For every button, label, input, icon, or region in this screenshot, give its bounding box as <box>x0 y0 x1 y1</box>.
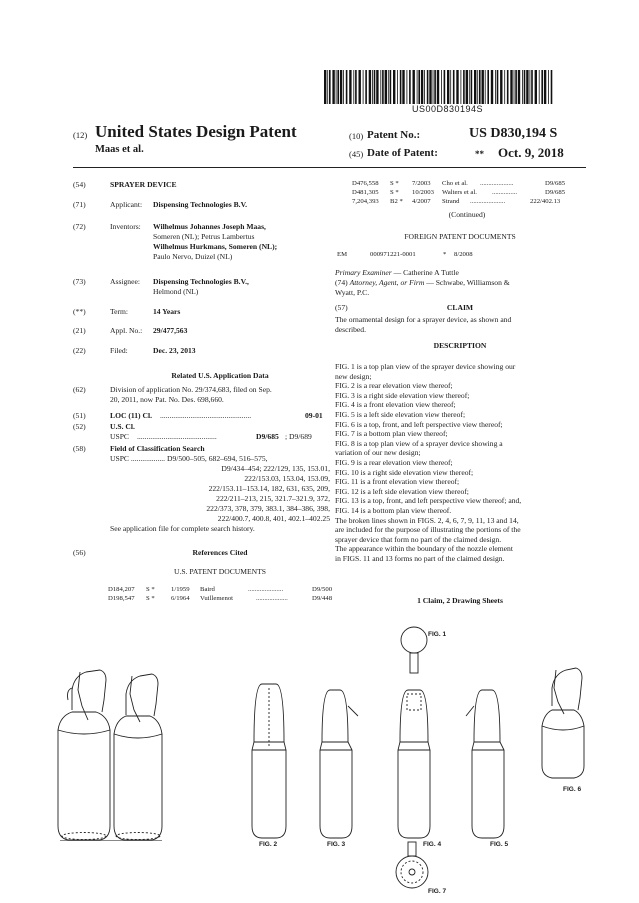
barcode-bar <box>365 70 367 104</box>
field-line: 222/153.11–153.14, 182, 631, 635, 209, <box>208 484 330 493</box>
barcode-bar <box>548 70 549 104</box>
applicant-label: Applicant: <box>110 200 143 209</box>
bottle-perspective-left-b <box>114 674 162 840</box>
barcode-bar <box>369 70 371 104</box>
c22: (22) <box>73 346 86 355</box>
barcode-bar <box>397 70 398 104</box>
filed-value: Dec. 23, 2013 <box>153 346 196 355</box>
loc-label: LOC (11) Cl. <box>110 411 152 420</box>
barcode-bar <box>504 70 505 104</box>
barcode-bar <box>515 70 517 104</box>
reference-row <box>352 198 561 206</box>
c56: (56) <box>73 548 86 557</box>
c57: (57) <box>335 303 348 312</box>
barcode-bar <box>514 70 515 104</box>
description-line: FIG. 5 is a left side elevation view thereof; <box>335 409 466 419</box>
barcode-bar <box>441 70 442 104</box>
loc-value: 09-01 <box>305 411 323 420</box>
barcode-bar <box>450 70 451 104</box>
barcode-bar <box>429 70 431 104</box>
barcode-bar <box>539 70 540 104</box>
foreign-date: 8/2008 <box>454 251 473 258</box>
reference-row <box>108 595 333 603</box>
bottle-perspective-left-a <box>58 670 110 840</box>
c73: (73) <box>73 277 86 286</box>
ref-name: Walters et al. <box>442 189 477 196</box>
appl-label: Appl. No.: <box>110 326 143 335</box>
description-line: FIG. 12 is a left side elevation view thereof; <box>335 486 469 496</box>
barcode-bar <box>336 70 337 104</box>
barcode-bar <box>434 70 436 104</box>
fig4-drawing <box>398 690 430 838</box>
barcode-bar <box>497 70 499 104</box>
barcode-bar <box>340 70 342 104</box>
examiner <box>335 268 459 278</box>
ref-num: D184,207 <box>108 586 135 593</box>
barcode-bar <box>413 70 415 104</box>
ref-num: D481,305 <box>352 189 379 196</box>
ref-dots: ..................... <box>470 198 506 205</box>
field-line: 222/211–213, 215, 321.7–321.9, 372, <box>216 494 330 503</box>
description-line: FIG. 11 is a front elevation view thereof; <box>335 477 460 487</box>
description-line: FIG. 10 is a right side elevation view thereof; <box>335 467 474 477</box>
attorney-line: — Schwabe, Williamson & <box>424 278 510 287</box>
patent-no-code: (10) <box>349 131 364 141</box>
description-line: sprayer device that form no part of the claimed design. <box>335 534 502 544</box>
ref-date: 6/1964 <box>171 595 190 602</box>
barcode-bar <box>477 70 478 104</box>
inventors-short: Maas et al. <box>95 144 144 155</box>
barcode-bar <box>400 70 402 104</box>
ref-class: D9/685 <box>545 189 566 196</box>
barcode-bar <box>524 70 526 104</box>
claim-line: The ornamental design for a sprayer device, as shown and <box>335 315 512 324</box>
c51: (51) <box>73 411 86 420</box>
barcode-bar <box>531 70 533 104</box>
refs-title: References Cited <box>192 548 248 557</box>
patent-no-value: US D830,194 S <box>469 126 558 141</box>
description-line: in FIGS. 11 and 13 forms no part of the claimed design. <box>335 553 505 563</box>
description-line: The appearance within the boundary of the nozzle element <box>335 544 513 554</box>
barcode-bar <box>402 70 404 104</box>
c62: (62) <box>73 385 86 394</box>
barcode-bar <box>393 70 395 104</box>
barcode-bar <box>463 70 465 104</box>
foreign-star: * <box>443 251 447 258</box>
barcode-bar <box>491 70 493 104</box>
inventor-line: Wilhelmus Johannes Joseph Maas, <box>153 222 266 231</box>
related-title: Related U.S. Application Data <box>171 371 269 380</box>
ref-name: Cho et al. <box>442 180 468 187</box>
c58: (58) <box>73 444 86 453</box>
barcode-bar <box>417 70 418 104</box>
barcode-bar <box>374 70 376 104</box>
barcode-bar <box>530 70 531 104</box>
fig5-label: FIG. 5 <box>490 841 509 848</box>
c21: (21) <box>73 326 86 335</box>
examiner-value: — Catherine A Tuttle <box>391 268 459 277</box>
patent-no-label: Patent No.: <box>367 129 421 141</box>
barcode-bar <box>433 70 434 104</box>
ref-name: Vuillemenot <box>200 595 234 602</box>
foreign-country: EM <box>337 251 348 258</box>
barcode-bar <box>437 70 439 104</box>
header-rule <box>73 167 586 168</box>
description-line: FIG. 7 is a bottom plan view thereof; <box>335 429 448 439</box>
barcode-bar <box>424 70 425 104</box>
barcode-bar <box>329 70 331 104</box>
barcode-bar <box>469 70 470 104</box>
ref-num: 7,204,393 <box>352 198 379 205</box>
division-line: 20, 2011, now Pat. No. Des. 698,660. <box>110 395 224 404</box>
ref-class: D9/500 <box>312 586 333 593</box>
barcode-bar <box>444 70 446 104</box>
claim-title: CLAIM <box>446 303 474 312</box>
barcode-bar <box>407 70 408 104</box>
barcode-bar <box>551 70 553 104</box>
fig3-label: FIG. 3 <box>327 841 346 848</box>
assignee-line: Dispensing Technologies B.V., <box>153 277 249 286</box>
ref-dots: ................... <box>256 595 288 602</box>
ref-class: 222/402.13 <box>530 198 561 205</box>
title-field: SPRAYER DEVICE <box>110 180 177 189</box>
foreign-num: 000971221-0001 <box>370 251 416 258</box>
description-title: DESCRIPTION <box>433 341 487 350</box>
barcode-bar <box>337 70 339 104</box>
barcode-bar <box>518 70 520 104</box>
description-line: FIG. 6 is a top, front, and left perspective view thereof; <box>335 419 503 429</box>
barcode-bar <box>332 70 334 104</box>
barcode-bar <box>346 70 348 104</box>
barcode-bar <box>487 70 489 104</box>
barcode-bar <box>427 70 429 104</box>
barcode-bar <box>507 70 509 104</box>
fig4-label: FIG. 4 <box>423 841 442 848</box>
inventor-line: Someren (NL); Petrus Lambertus <box>153 232 255 241</box>
barcode-bar <box>388 70 389 104</box>
barcode-bar <box>363 70 364 104</box>
barcode-bar <box>359 70 361 104</box>
drawings <box>0 612 639 903</box>
description-line: FIG. 4 is a front elevation view thereof; <box>335 400 456 410</box>
description-line: FIG. 1 is a top plan view of the sprayer device showing our <box>335 362 516 371</box>
barcode-bar <box>327 70 328 104</box>
kind-code: (12) <box>73 130 88 140</box>
barcode-bar <box>390 70 392 104</box>
continued: (Continued) <box>448 210 486 219</box>
description-line: variation of our new design; <box>335 448 421 458</box>
date-label: Date of Patent: <box>367 147 438 159</box>
ref-date: 7/2003 <box>412 180 431 187</box>
c74: (74) <box>335 278 348 287</box>
ref-num: D198,547 <box>108 595 135 602</box>
barcode-bar <box>544 70 546 104</box>
ref-date: 10/2003 <box>412 189 434 196</box>
barcode-bar <box>353 70 354 104</box>
barcode-bar <box>418 70 420 104</box>
c52: (52) <box>73 422 86 431</box>
barcode-bar <box>510 70 512 104</box>
field-line: USPC .................. D9/500–505, 682–694, 516–575, <box>110 454 268 463</box>
description-line: FIG. 8 is a top plan view of a sprayer device showing a <box>335 438 503 448</box>
date-value: Oct. 9, 2018 <box>498 145 564 160</box>
assignee-label: Assignee: <box>110 277 140 286</box>
reference-row <box>108 586 333 594</box>
barcode-bar <box>382 70 384 104</box>
ref-kind: S * <box>146 586 155 593</box>
ref-num: D476,558 <box>352 180 379 187</box>
claims-sheets: 1 Claim, 2 Drawing Sheets <box>417 596 503 605</box>
description-line: FIG. 2 is a rear elevation view thereof; <box>335 381 453 391</box>
applicant: Dispensing Technologies B.V. <box>153 200 247 209</box>
fig6-drawing <box>542 668 584 778</box>
barcode-bar <box>349 70 351 104</box>
reference-row <box>352 180 566 188</box>
patent-title: United States Design Patent <box>95 122 297 141</box>
barcode-bar <box>471 70 473 104</box>
field-line: 222/153.03, 153.04, 153.09, <box>244 474 330 483</box>
ref-date: 1/1959 <box>171 586 190 593</box>
barcode-bar <box>409 70 411 104</box>
description-body <box>335 362 587 563</box>
description-line: FIG. 14 is a bottom plan view thereof. <box>335 505 452 515</box>
barcode-number: US00D830194S <box>412 104 484 114</box>
foreign-title: FOREIGN PATENT DOCUMENTS <box>404 232 516 241</box>
inventors-label: Inventors: <box>110 222 141 231</box>
assignee-line: Helmond (NL) <box>153 287 199 296</box>
fig1-label: FIG. 1 <box>428 631 447 638</box>
fig6-label: FIG. 6 <box>563 786 582 793</box>
barcode-bar <box>466 70 468 104</box>
fig2-label: FIG. 2 <box>259 841 278 848</box>
barcode-bar <box>456 70 458 104</box>
attorney-line: Wyatt, P.C. <box>335 288 370 297</box>
ref-name: Strand <box>442 198 460 205</box>
barcode-bar <box>526 70 528 104</box>
date-code: (45) <box>349 149 364 159</box>
ref-date: 4/2007 <box>412 198 431 205</box>
barcode-bar <box>541 70 543 104</box>
barcode-bar <box>482 70 484 104</box>
uspc-value: D9/685 <box>256 432 279 441</box>
barcode-bar <box>421 70 423 104</box>
barcode-bar <box>495 70 496 104</box>
fig2-drawing <box>252 684 286 838</box>
description-line: FIG. 9 is a rear elevation view thereof; <box>335 457 453 467</box>
barcode-bar <box>500 70 502 104</box>
ref-dots: ............... <box>492 189 518 196</box>
ref-dots: .................... <box>480 180 514 187</box>
attorney <box>335 278 510 288</box>
examiner-label: Primary Examiner <box>335 268 392 277</box>
inventor-line: Paulo Nervo, Duizel (NL) <box>153 252 233 261</box>
fig3-drawing <box>320 690 358 838</box>
barcode-bar <box>355 70 357 104</box>
ref-kind: S * <box>390 180 399 187</box>
inventor-line: Wilhelmus Hurkmans, Someren (NL); <box>153 242 278 251</box>
uspc-extra: ; D9/689 <box>285 432 312 441</box>
claim-line: described. <box>335 325 366 334</box>
barcode-bar <box>522 70 523 104</box>
attorney-label: Attorney, Agent, or Firm <box>349 278 425 287</box>
appl-value: 29/477,563 <box>153 326 188 335</box>
description-line: are included for the purpose of illustrating the portions of the <box>335 525 521 535</box>
barcode-bar <box>535 70 537 104</box>
ref-kind: S * <box>390 189 399 196</box>
c72: (72) <box>73 222 86 231</box>
ref-class: D9/448 <box>312 595 333 602</box>
c71: (71) <box>73 200 86 209</box>
uscl-label: U.S. Cl. <box>110 422 135 431</box>
barcode-bar <box>380 70 381 104</box>
field-label: Field of Classification Search <box>110 444 205 453</box>
barcode-bar <box>372 70 373 104</box>
c54: (54) <box>73 180 86 189</box>
fig7-label: FIG. 7 <box>428 888 447 895</box>
uspc-dots: .......................................... <box>137 432 217 441</box>
term-value: 14 Years <box>153 307 181 316</box>
foreign-row <box>337 251 473 259</box>
loc-dots: ................................................ <box>160 411 252 420</box>
ref-name: Baird <box>200 586 215 593</box>
description-line: new design; <box>335 371 372 381</box>
fig1-drawing <box>401 627 427 673</box>
division-line: Division of application No. 29/374,683, filed on Sep. <box>110 385 272 394</box>
field-line: D9/434–454; 222/129, 135, 153.01, <box>221 464 330 473</box>
fig5-drawing <box>466 690 504 838</box>
field-line: 222/400.7, 400.8, 401, 402.1–402.25 <box>217 514 330 523</box>
barcode-bar <box>343 70 344 104</box>
barcode-bar <box>385 70 387 104</box>
description-line: FIG. 3 is a right side elevation view thereof; <box>335 390 470 400</box>
ref-dots: ..................... <box>248 586 284 593</box>
us-docs-title: U.S. PATENT DOCUMENTS <box>174 567 266 576</box>
ref-kind: B2 * <box>390 198 403 205</box>
description-line: The broken lines shown in FIGS. 2, 4, 6, 7, 9, 11, 13 and 14, <box>335 515 519 525</box>
barcode-bar <box>474 70 476 104</box>
uspc-label: USPC <box>110 432 129 441</box>
barcode-bar <box>461 70 462 104</box>
field-line: 222/373, 378, 379, 383.1, 384–386, 398, <box>206 504 330 513</box>
term-label: Term: <box>110 307 129 316</box>
barcode <box>324 70 556 104</box>
ref-class: D9/685 <box>545 180 566 187</box>
fig7-drawing <box>396 842 428 888</box>
field-line: See application file for complete search history. <box>110 524 255 533</box>
barcode-bar <box>447 70 449 104</box>
reference-row <box>352 189 566 197</box>
ref-kind: S * <box>146 595 155 602</box>
filed-label: Filed: <box>110 346 128 355</box>
description-line: FIG. 13 is a top, front, and left perspective view thereof; and, <box>335 496 522 506</box>
barcode-bar <box>479 70 481 104</box>
barcode-bar <box>453 70 455 104</box>
barcode-bar <box>324 70 326 104</box>
barcode-bar <box>376 70 378 104</box>
c-term: (**) <box>73 307 86 316</box>
barcode-bar <box>485 70 486 104</box>
date-stars: ** <box>475 149 484 159</box>
